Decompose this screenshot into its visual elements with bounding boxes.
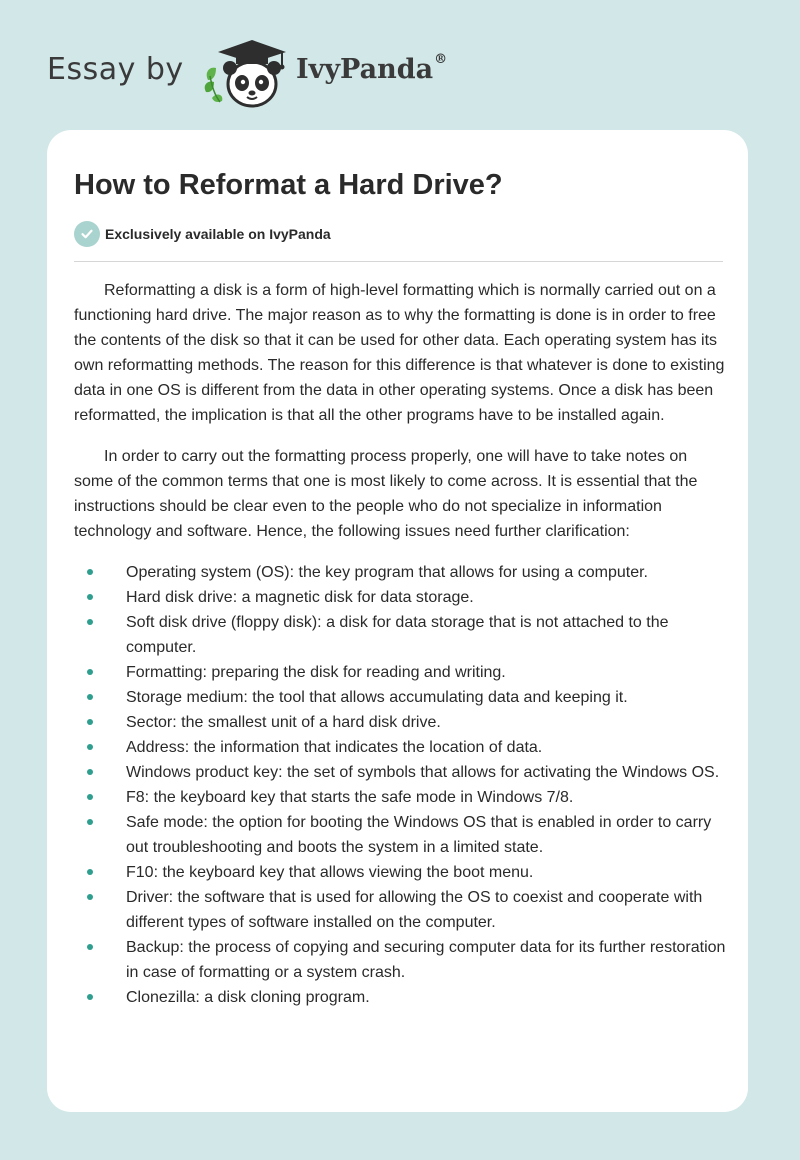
article-body [74,278,729,1010]
bullet-dot-icon [87,744,93,750]
bullet-dot-icon [87,619,93,625]
paragraph: In order to carry out the formatting process properly, one will have to take notes on some of the common terms that one is most likely to come across. It is essential that the instructions should be clear even to the people who do not specialize in information technology and software. Hence, the following issues need further clarification: [74,448,698,540]
article-card [47,130,748,1112]
list-item-text: Address: the information that indicates the location of data. [126,739,543,756]
bullet-dot-icon [87,819,93,825]
bullet-dot-icon [87,894,93,900]
site-header [47,36,507,110]
list-item [74,685,729,710]
paragraph: Reformatting a disk is a form of high-level formatting which is normally carried out on a functioning hard drive. The major reason as to why the formatting is done is in order to free the contents of the disk so that it can be used for other data. Each operating system has its own reformatting methods. The reason for this difference is that whatever is done to existing data in one OS is different from the data in other operating systems. Once a disk has been reformatted, the implication is that all the other programs have to be installed again. [74,282,725,424]
bullet-dot-icon [87,669,93,675]
terms-list [74,560,729,1010]
list-item-text: Clonezilla: a disk cloning program. [126,989,370,1006]
bullet-dot-icon [87,719,93,725]
list-item [74,610,729,660]
list-item-text: Sector: the smallest unit of a hard disk drive. [126,714,441,731]
list-item [74,860,729,885]
list-item [74,735,729,760]
list-item-text: Storage medium: the tool that allows accumulating data and keeping it. [126,689,628,706]
registered-mark: ® [434,52,448,67]
list-item [74,560,729,585]
list-item [74,710,729,735]
list-item-text: Soft disk drive (floppy disk): a disk for data storage that is not attached to the computer. [126,614,669,656]
list-item [74,760,729,785]
badge-label: Exclusively available on IvyPanda [105,226,331,242]
divider [74,261,723,262]
panda-logo-icon [202,36,294,110]
list-item-text: Safe mode: the option for booting the Windows OS that is enabled in order to carry out troubleshooting and boots the system in a limited state. [126,814,712,856]
list-item [74,885,729,935]
list-item-text: Windows product key: the set of symbols that allows for activating the Windows OS. [126,764,720,781]
bullet-dot-icon [87,869,93,875]
check-circle-icon [74,221,100,247]
bullet-dot-icon [87,944,93,950]
brand-text: IvyPanda [296,54,434,85]
list-item [74,785,729,810]
bullet-dot-icon [87,694,93,700]
essay-by-label: Essay by [47,52,184,87]
list-item-text: Hard disk drive: a magnetic disk for data storage. [126,589,474,606]
bullet-dot-icon [87,594,93,600]
list-item [74,935,729,985]
list-item-text: Backup: the process of copying and securing computer data for its further restoration in case of formatting or a system crash. [126,939,726,981]
bullet-dot-icon [87,769,93,775]
bullet-dot-icon [87,569,93,575]
bullet-dot-icon [87,794,93,800]
brand-name [296,54,447,85]
list-item-text: Driver: the software that is used for allowing the OS to coexist and cooperate with different types of software installed on the computer. [126,889,703,931]
list-item [74,810,729,860]
list-item-text: Formatting: preparing the disk for reading and writing. [126,664,506,681]
list-item [74,985,729,1010]
bullet-dot-icon [87,994,93,1000]
ivy-leaf-icon [205,68,223,102]
list-item [74,660,729,685]
list-item-text: F8: the keyboard key that starts the safe mode in Windows 7/8. [126,789,574,806]
list-item-text: Operating system (OS): the key program that allows for using a computer. [126,564,648,581]
exclusive-badge [74,221,331,247]
list-item-text: F10: the keyboard key that allows viewing the boot menu. [126,864,534,881]
page-title: How to Reformat a Hard Drive? [74,169,503,201]
list-item [74,585,729,610]
